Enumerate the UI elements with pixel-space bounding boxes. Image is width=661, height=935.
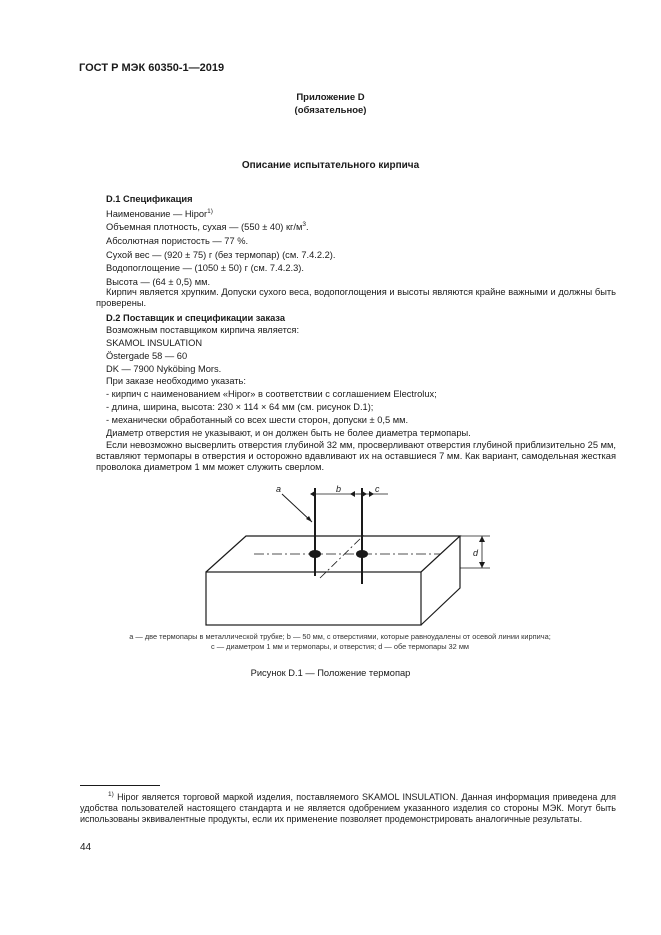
label-c: c [375, 484, 380, 494]
spec-name: Наименование — Hipor$^{1)}$ [106, 207, 213, 219]
footnote-ref: 1) [207, 207, 213, 215]
brick-thermocouple-diagram [190, 482, 500, 632]
drill-note: Если невозможно высверлить отверстия глубиной 32 мм, просверливают отверстия глубиной приблизительно 25 мм, вставляют термопары в отверстия и осторожно вдавливают их на оставшиеся 7 мм. Как вариант, самодельная жесткая проволока диаметром 1 мм может служить сверлом. [96, 440, 616, 472]
spec-porosity: Абсолютная пористость — 77 %. [106, 236, 249, 246]
spec-density: Объемная плотность, сухая — (550 ± 40) $кг/м^3$. [106, 220, 309, 232]
thermocouple-hole [309, 550, 321, 558]
document-header: ГОСТ Р МЭК 60350-1—2019 [79, 62, 225, 74]
order-item: - длина, ширина, высота: 230 × 114 × 64 мм (см. рисунок D.1); [106, 402, 374, 412]
order-item: - кирпич с наименованием «Hipor» в соответствии с соглашением Electrolux; [106, 389, 437, 399]
supplier-street: Östergade 58 — 60 [106, 351, 188, 361]
supplier-city: DK — 7900 Nyköbing Mors. [106, 364, 222, 374]
hole-diameter-note: Диаметр отверстия не указывают, и он должен быть не более диаметра термопары. [106, 428, 471, 438]
appendix-title: Приложение D [296, 92, 365, 103]
page-number: 44 [80, 842, 92, 853]
label-b: b [336, 484, 342, 494]
figure-legend-line-2: c — диаметром 1 мм и термопары, и отверстия; d — обе термопары 32 мм [210, 642, 469, 651]
brick-right-face [421, 536, 460, 625]
order-intro: При заказе необходимо указать: [106, 376, 246, 386]
footnote-divider [80, 785, 160, 786]
brick-front-face [206, 572, 421, 625]
supplier-name: SKAMOL INSULATION [106, 338, 203, 348]
figure-title: Рисунок D.1 — Положение термопар [250, 668, 411, 678]
footnote: $^{1)}$ Hipor является торговой маркой изделия, поставляемого SKAMOL INSULATION. Данная информация приведена для удобства пользователей настоящего стандарта и не является одобрением указанного изделия со стороны МЭК. Могут быть использованы эквивалентные продукты, если их применение позволяет продемонстрировать аналогичные результаты. [80, 791, 616, 824]
fragile-note: Кирпич является хрупким. Допуски сухого веса, водопоглощения и высоты являются крайне важными и должны быть проверены. [96, 287, 616, 308]
d2-heading: D.2 Поставщик и спецификации заказа [106, 313, 286, 323]
supplier-intro: Возможным поставщиком кирпича является: [106, 325, 300, 335]
spec-dry-weight: Сухой вес — (920 ± 75) г (без термопар) (см. 7.4.2.2). [106, 250, 336, 260]
footnote-marker: 1) [108, 791, 114, 798]
spec-height: Высота — (64 ± 0,5) мм. [106, 277, 211, 287]
order-item: - механически обработанный со всех шести сторон, допуски ± 0,5 мм. [106, 415, 409, 425]
section-title: Описание испытательного кирпича [241, 160, 420, 171]
appendix-subtitle: (обязательное) [294, 105, 367, 116]
label-d: d [473, 548, 479, 558]
label-a: a [276, 484, 282, 494]
thermocouple-hole [356, 550, 368, 558]
d1-heading: D.1 Спецификация [106, 194, 193, 204]
figure-legend-line-1: a — две термопары в металлической трубке; b — 50 мм, с отверстиями, которые равноудалены от осевой линии кирпича; [129, 632, 551, 641]
spec-water-absorption: Водопоглощение — (1050 ± 50) г (см. 7.4.2.3). [106, 263, 304, 273]
